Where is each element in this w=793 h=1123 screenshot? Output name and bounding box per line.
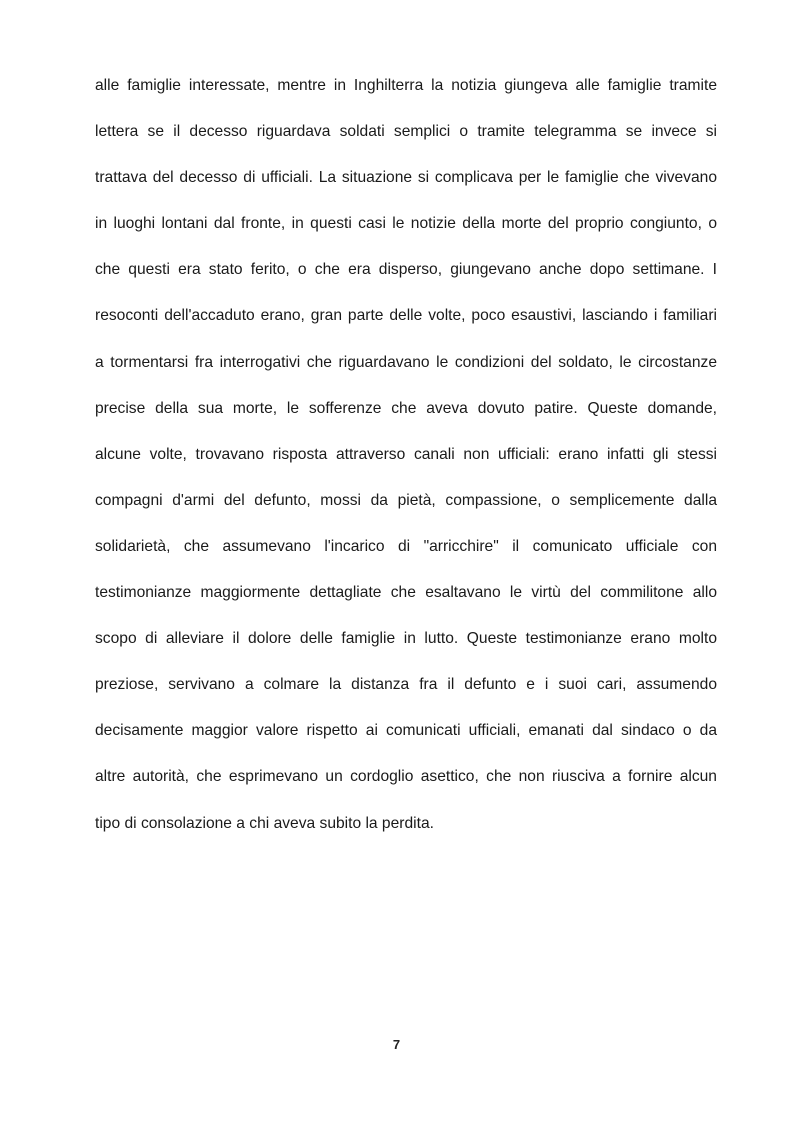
body-paragraph — [95, 72, 717, 856]
page-number: 7 — [392, 1037, 401, 1052]
text-line: decisamente maggior valore rispetto ai comunicati ufficiali, emanati dal sindaco o da — [95, 722, 717, 740]
text-line: alle famiglie interessate, mentre in Inghilterra la notizia giungeva alle famiglie tramite — [95, 77, 717, 94]
text-line: precise della sua morte, le sofferenze che aveva dovuto patire. Queste domande, — [95, 399, 717, 417]
text-line: testimonianze maggiormente dettagliate che esaltavano le virtù del commilitone allo — [95, 584, 717, 602]
text-line: tipo di consolazione a chi aveva subito la perdita. — [95, 814, 434, 832]
text-line: altre autorità, che esprimevano un cordoglio asettico, che non riusciva a fornire alcun — [95, 768, 717, 786]
text-line: resoconti dell'accaduto erano, gran parte delle volte, poco esaustivi, lasciando i familiari — [95, 307, 717, 325]
text-line: lettera se il decesso riguardava soldati semplici o tramite telegramma se invece si — [95, 123, 717, 141]
text-line: alcune volte, trovavano risposta attraverso canali non ufficiali: erano infatti gli stessi — [95, 445, 717, 463]
text-line: solidarietà, che assumevano l'incarico di "arricchire" il comunicato ufficiale con — [95, 537, 717, 555]
text-line: trattava del decesso di ufficiali. La situazione si complicava per le famiglie che vivevano — [95, 169, 717, 187]
text-line: a tormentarsi fra interrogativi che riguardavano le condizioni del soldato, le circostanze — [95, 353, 717, 371]
text-line: in luoghi lontani dal fronte, in questi casi le notizie della morte del proprio congiunto, o — [95, 215, 717, 233]
text-line: scopo di alleviare il dolore delle famiglie in lutto. Queste testimonianze erano molto — [95, 630, 717, 648]
text-line: che questi era stato ferito, o che era disperso, giungevano anche dopo settimane. I — [95, 261, 717, 279]
text-line: preziose, servivano a colmare la distanza fra il defunto e i suoi cari, assumendo — [95, 676, 717, 694]
text-line: compagni d'armi del defunto, mossi da pietà, compassione, o semplicemente dalla — [95, 491, 717, 509]
